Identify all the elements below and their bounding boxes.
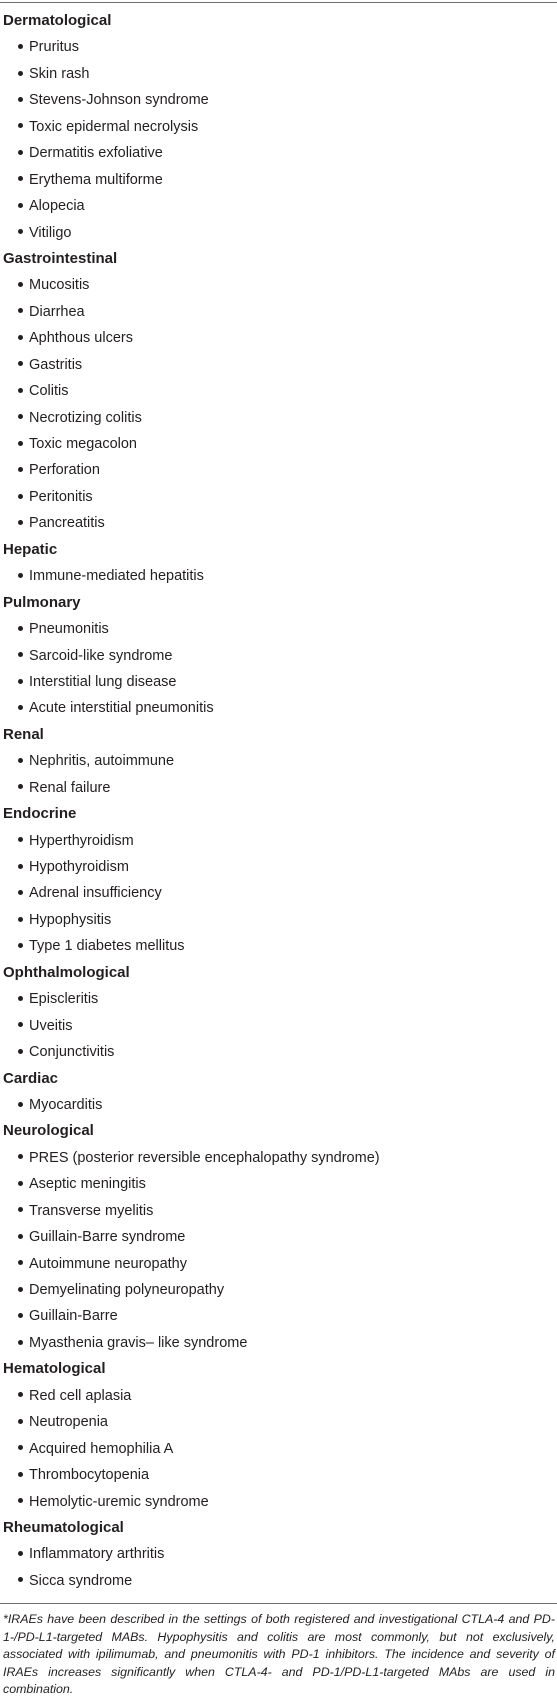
- list-item: [0, 643, 557, 669]
- bullet-icon: [18, 1260, 23, 1265]
- bullet-icon: [18, 917, 23, 922]
- bullet-icon: [18, 1340, 23, 1345]
- list-item-label: PRES (posterior reversible encephalopathy syndrome): [29, 1149, 380, 1166]
- list-item-label: Neutropenia: [29, 1414, 108, 1431]
- list-item: [0, 61, 557, 87]
- list-item: [0, 1171, 557, 1197]
- list-item-label: Inflammatory arthritis: [29, 1546, 165, 1563]
- list-item: [0, 1251, 557, 1277]
- list-item: [0, 1145, 557, 1171]
- list-item-label: Guillain-Barre: [29, 1308, 118, 1325]
- list-item-label: Sicca syndrome: [29, 1572, 133, 1589]
- category-heading: Pulmonary: [3, 593, 81, 611]
- list-item: [0, 854, 557, 880]
- list-item: [0, 1277, 557, 1303]
- list-item-label: Acquired hemophilia A: [29, 1440, 174, 1457]
- bullet-icon: [18, 758, 23, 763]
- bullet-icon: [18, 705, 23, 710]
- bullet-icon: [18, 282, 23, 287]
- bullet-icon: [18, 71, 23, 76]
- bullet-icon: [18, 203, 23, 208]
- list-item-label: Myasthenia gravis– like syndrome: [29, 1334, 248, 1351]
- bullet-icon: [18, 176, 23, 181]
- list-item-label: Type 1 diabetes mellitus: [29, 938, 185, 955]
- list-item-label: Erythema multiforme: [29, 171, 163, 188]
- list-item-label: Hypophysitis: [29, 911, 112, 928]
- category-heading: Cardiac: [3, 1069, 59, 1087]
- list-item: [0, 272, 557, 298]
- bullet-icon: [18, 679, 23, 684]
- category-heading: Gastrointestinal: [3, 249, 118, 267]
- list-item: [0, 828, 557, 854]
- list-item: [0, 193, 557, 219]
- list-item-label: Aphthous ulcers: [29, 330, 133, 347]
- bullet-icon: [18, 784, 23, 789]
- bullet-icon: [18, 837, 23, 842]
- list-item-label: Necrotizing colitis: [29, 409, 142, 426]
- list-item: [0, 510, 557, 536]
- list-item-label: Peritonitis: [29, 488, 93, 505]
- list-item: [0, 1436, 557, 1462]
- adverse-events-table: [0, 8, 557, 1594]
- category-heading: Neurological: [3, 1122, 94, 1140]
- category-heading: Renal: [3, 725, 44, 743]
- bullet-icon: [18, 1445, 23, 1450]
- list-item-label: Adrenal insufficiency: [29, 885, 162, 902]
- list-item-label: Diarrhea: [29, 303, 85, 320]
- list-item: [0, 1541, 557, 1567]
- bullet-icon: [18, 123, 23, 128]
- bullet-icon: [18, 1313, 23, 1318]
- bullet-icon: [18, 1049, 23, 1054]
- bullet-icon: [18, 890, 23, 895]
- list-item-label: Hyperthyroidism: [29, 832, 134, 849]
- list-item: [0, 986, 557, 1012]
- list-item-label: Hemolytic-uremic syndrome: [29, 1493, 209, 1510]
- bullet-icon: [18, 864, 23, 869]
- list-item-label: Transverse myelitis: [29, 1202, 154, 1219]
- bullet-icon: [18, 414, 23, 419]
- list-item-label: Thrombocytopenia: [29, 1467, 150, 1484]
- list-item-label: Toxic megacolon: [29, 436, 137, 452]
- bullet-icon: [18, 150, 23, 155]
- bullet-icon: [18, 229, 23, 234]
- list-item-label: Acute interstitial pneumonitis: [29, 700, 214, 717]
- list-item-label: Toxic epidermal necrolysis: [29, 118, 199, 135]
- list-item: [0, 167, 557, 193]
- category-heading: Endocrine: [3, 805, 77, 823]
- list-item: [0, 140, 557, 166]
- list-item-label: Hypothyroidism: [29, 859, 129, 875]
- bullet-icon: [18, 996, 23, 1001]
- list-item: [0, 563, 557, 589]
- bullet-icon: [18, 335, 23, 340]
- bullet-icon: [18, 1577, 23, 1582]
- bullet-icon: [18, 361, 23, 366]
- list-item-label: Interstitial lung disease: [29, 673, 177, 690]
- list-item-label: Dermatitis exfoliative: [29, 145, 163, 162]
- list-item: [0, 299, 557, 325]
- bullet-icon: [18, 1234, 23, 1239]
- category-heading: Hepatic: [3, 540, 58, 558]
- list-item-label: Sarcoid-like syndrome: [29, 647, 173, 664]
- list-item: [0, 1489, 557, 1515]
- list-item-label: Vitiligo: [29, 224, 72, 241]
- list-item: [0, 695, 557, 721]
- list-item: [0, 1198, 557, 1224]
- list-item: [0, 484, 557, 510]
- category-heading: Ophthalmological: [3, 963, 130, 981]
- bullet-icon: [18, 441, 23, 446]
- list-item: [0, 880, 557, 906]
- list-item: [0, 1013, 557, 1039]
- list-item-label: Guillain-Barre syndrome: [29, 1229, 186, 1246]
- bullet-icon: [18, 467, 23, 472]
- list-item: [0, 220, 557, 246]
- list-item-label: Red cell aplasia: [29, 1387, 132, 1404]
- list-item-label: Stevens-Johnson syndrome: [29, 92, 209, 109]
- bullet-icon: [18, 1102, 23, 1107]
- list-item-label: Renal failure: [29, 779, 111, 796]
- list-item: [0, 748, 557, 774]
- list-item: [0, 325, 557, 351]
- list-item: [0, 907, 557, 933]
- list-item-label: Perforation: [29, 462, 100, 479]
- list-item: [0, 1383, 557, 1409]
- list-item-label: Autoimmune neuropathy: [29, 1255, 187, 1272]
- bullet-icon: [18, 1287, 23, 1292]
- list-item: [0, 1092, 557, 1118]
- list-item: [0, 1462, 557, 1488]
- category-heading: Rheumatological: [3, 1518, 124, 1536]
- list-item-label: Pneumonitis: [29, 621, 109, 638]
- table-bottom-rule: [0, 1603, 557, 1604]
- bullet-icon: [18, 97, 23, 102]
- category-heading: Dermatological: [3, 12, 112, 29]
- list-item-label: Alopecia: [29, 198, 85, 215]
- list-item-label: Pruritus: [29, 39, 79, 56]
- list-item: [0, 87, 557, 113]
- list-item: [0, 378, 557, 404]
- bullet-icon: [18, 1154, 23, 1159]
- list-item: [0, 114, 557, 140]
- list-item-label: Conjunctivitis: [29, 1044, 115, 1061]
- list-item: [0, 1330, 557, 1356]
- list-item: [0, 669, 557, 695]
- bullet-icon: [18, 626, 23, 631]
- bullet-icon: [18, 520, 23, 525]
- list-item: [0, 431, 557, 457]
- bullet-icon: [18, 1498, 23, 1503]
- list-item-label: Mucositis: [29, 277, 90, 294]
- list-item-label: Pancreatitis: [29, 515, 105, 532]
- bullet-icon: [18, 1207, 23, 1212]
- list-item-label: Skin rash: [29, 65, 90, 82]
- list-item: [0, 1303, 557, 1329]
- list-item: [0, 616, 557, 642]
- list-item: [0, 405, 557, 431]
- list-item-label: Gastritis: [29, 356, 83, 373]
- bullet-icon: [18, 1392, 23, 1397]
- bullet-icon: [18, 943, 23, 948]
- list-item-label: Episcleritis: [29, 991, 99, 1008]
- list-item: [0, 1568, 557, 1594]
- list-item-label: Colitis: [29, 383, 69, 400]
- bullet-icon: [18, 1551, 23, 1556]
- list-item: [0, 933, 557, 959]
- list-item-label: Aseptic meningitis: [29, 1176, 146, 1193]
- list-item-label: Demyelinating polyneuropathy: [29, 1282, 225, 1298]
- list-item-label: Nephritis, autoimmune: [29, 753, 175, 770]
- list-item: [0, 775, 557, 801]
- category-heading: Hematological: [3, 1360, 106, 1378]
- list-item-label: Myocarditis: [29, 1096, 103, 1113]
- list-item: [0, 1224, 557, 1250]
- table-footnote: *IRAEs have been described in the settings of both registered and investigational CTLA-4 and PD-1-/PD-L1-targeted MABs. Hypophysitis and colitis are most commonly, but not exclusively, associated with ipilimumab, and pneumonitis with PD-1 inhibitors. The incidence and severity of IRAEs increases significantly when CTLA-4- and PD-1/PD-L1-targeted MAbs are used in combination.: [3, 1612, 555, 1696]
- list-item: [0, 352, 557, 378]
- bullet-icon: [18, 573, 23, 578]
- bullet-icon: [18, 1419, 23, 1424]
- bullet-icon: [18, 1022, 23, 1027]
- bullet-icon: [18, 1472, 23, 1477]
- list-item-label: Immune-mediated hepatitis: [29, 568, 204, 585]
- bullet-icon: [18, 388, 23, 393]
- bullet-icon: [18, 652, 23, 657]
- bullet-icon: [18, 44, 23, 49]
- list-item: [0, 34, 557, 60]
- list-item: [0, 1409, 557, 1435]
- table-top-rule: [0, 2, 557, 3]
- list-item: [0, 457, 557, 483]
- list-item-label: Uveitis: [29, 1017, 73, 1034]
- bullet-icon: [18, 1181, 23, 1186]
- bullet-icon: [18, 308, 23, 313]
- bullet-icon: [18, 494, 23, 499]
- list-item: [0, 1039, 557, 1065]
